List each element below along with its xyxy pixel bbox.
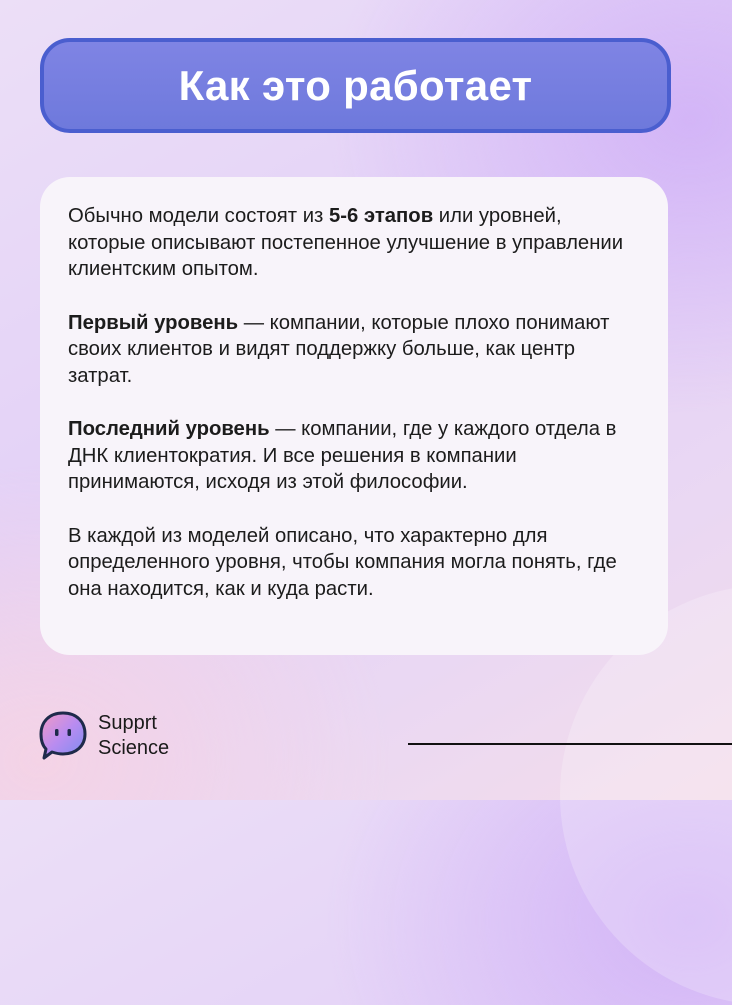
intro-text-after: или уровней, которые описывают постепенное улучшение в управлении клиентским опытом. <box>68 205 624 280</box>
intro-text-before: Обычно модели состоят из <box>68 205 329 227</box>
conclusion-paragraph: В каждой из моделей описано, что характерно для определенного уровня, чтобы компания могла понять, где она находится, как и куда расти. <box>68 524 617 600</box>
brand-name-line1: Supprt <box>98 712 157 734</box>
intro-highlight: 5-6 этапов <box>328 205 434 227</box>
title-banner <box>40 38 671 133</box>
last-level-paragraph <box>68 416 644 496</box>
footer-divider <box>408 743 732 745</box>
first-level-text: — компании, которые плохо понимают своих клиентов и видят поддержку больше, как центр затрат. <box>68 311 610 387</box>
chat-bubble-face-icon <box>38 710 88 762</box>
brand-name-line2: Science <box>98 737 170 759</box>
first-level-heading: Первый уровень <box>68 311 239 334</box>
first-level-paragraph <box>68 310 644 390</box>
last-level-text: — компании, где у каждого отдела в ДНК клиентократия. И все решения в компании принимаются, исходя из этой философии. <box>68 418 617 493</box>
last-level-heading: Последний уровень <box>68 418 270 440</box>
intro-paragraph <box>68 203 644 283</box>
content-card <box>40 177 668 655</box>
page-title: Как это работает <box>178 61 533 109</box>
